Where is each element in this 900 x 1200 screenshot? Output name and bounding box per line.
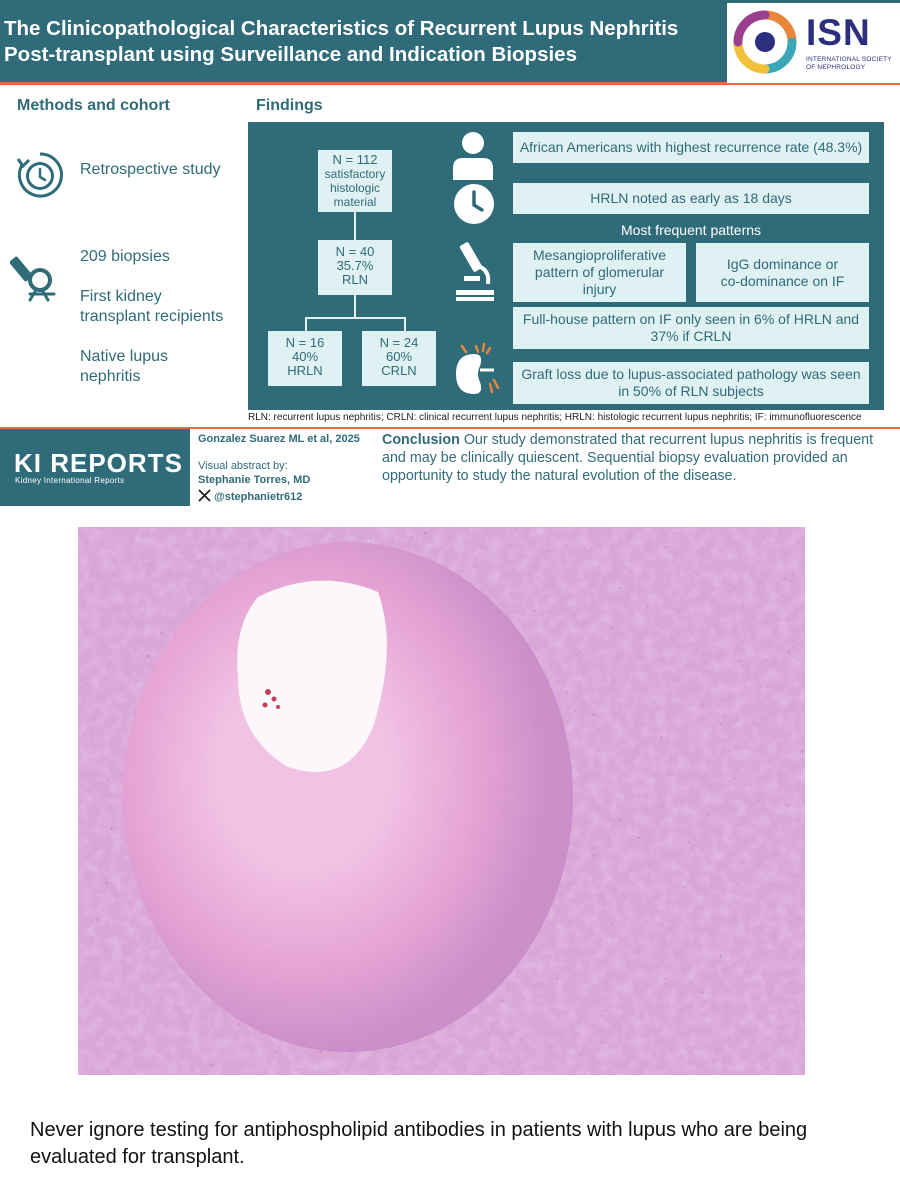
title-line-1: The Clinicopathological Characteristics of Recurrent Lupus Nephritis: [4, 17, 679, 40]
graft-loss-line-1: Graft loss due to lupus-associated pathology was seen: [521, 366, 861, 382]
person-icon: [450, 130, 496, 180]
study-type-text: Retrospective study: [80, 161, 221, 178]
conclusion: [382, 431, 882, 485]
finding-pattern-igg: [696, 243, 869, 302]
flow-rln-n: N = 40: [335, 244, 375, 259]
findings-panel: [248, 122, 884, 410]
isn-logo-text: ISN: [806, 12, 871, 53]
flow-connector: [354, 212, 356, 240]
citation: Gonzalez Suarez ML et al, 2025: [198, 433, 360, 445]
flow-hrln-pct: 40%: [291, 349, 319, 364]
pattern-2-line-1: IgG dominance or: [726, 255, 839, 272]
finding-graft-loss: [513, 362, 869, 404]
flow-crln-label: CRLN: [381, 363, 417, 378]
ki-reports-logo: [0, 429, 190, 506]
retrospective-clock-icon: [15, 150, 65, 200]
ki-reports-subtitle: Kidney International Reports: [15, 476, 125, 485]
author-handle[interactable]: [198, 489, 302, 503]
visual-abstract-label: Visual abstract by:: [198, 460, 288, 472]
flow-connector: [404, 317, 406, 331]
conclusion-label: Conclusion: [382, 432, 460, 448]
native-nephritis-text: [80, 347, 168, 387]
x-logo-icon: [198, 489, 211, 502]
flow-rln-pct: 35.7%: [336, 258, 374, 273]
recipients-line-2: transplant recipients: [80, 308, 224, 325]
methods-heading: Methods and cohort: [17, 97, 170, 114]
header-banner: [0, 0, 900, 85]
pattern-2-line-2: co-dominance on IF: [720, 272, 845, 289]
caption: Never ignore testing for antiphospholipid antibodies in patients with lupus who are being evaluated for transplant.: [30, 1119, 808, 1168]
finding-african-americans: African Americans with highest recurrence rate (48.3%): [513, 132, 869, 163]
conclusion-text: Our study demonstrated that recurrent lupus nephritis is frequent and may be clinically quiescent. Sequential biopsy evaluation provided an opportunity to study the natural evolution of the disease.: [382, 432, 874, 484]
pattern-1-line-1: Mesangioproliferative: [532, 247, 667, 263]
pattern-1-line-2: pattern of glomerular: [534, 264, 665, 280]
flow-hrln-label: HRLN: [287, 363, 323, 378]
graft-loss-line-2: in 50% of RLN subjects: [618, 383, 764, 399]
flow-crln-n: N = 24: [379, 335, 419, 350]
biopsies-text: 209 biopsies: [80, 248, 170, 265]
flow-box-crln: [362, 331, 436, 386]
clock-icon: [452, 182, 496, 226]
flow-crln-pct: 60%: [385, 349, 413, 364]
ki-reports-logo-text: KI REPORTS: [14, 448, 183, 478]
title-line-2: Post-transplant using Surveillance and Indication Biopsies: [4, 43, 577, 66]
finding-pattern-mesangio: [513, 243, 686, 302]
full-house-line-1: Full-house pattern on IF only seen in 6% of HRLN and: [522, 311, 860, 327]
full-house-line-2: 37% if CRLN: [650, 328, 732, 344]
findings-heading: Findings: [256, 97, 323, 114]
flow-total-n: N = 112: [332, 152, 378, 167]
flow-box-hrln: [268, 331, 342, 386]
flow-total-line-3: material: [333, 195, 377, 209]
isn-logo-mark-icon: [732, 9, 798, 75]
page-title: [4, 16, 729, 68]
flow-box-total: [318, 150, 392, 212]
abbreviations: RLN: recurrent lupus nephritis; CRLN: clinical recurrent lupus nephritis; HRLN: histologic recurrent lupus nephritis; IF: immunofluorescence: [248, 412, 862, 423]
native-line-2: nephritis: [80, 368, 141, 385]
flow-connector: [305, 317, 307, 331]
microscope-icon: [450, 240, 500, 302]
recipients-text: [80, 287, 223, 327]
isn-logo-subtitle: INTERNATIONAL SOCIETY OF NEPHROLOGY: [806, 56, 892, 71]
flow-connector: [354, 295, 356, 317]
flow-rln-label: RLN: [341, 272, 368, 287]
native-line-1: Native lupus: [80, 348, 169, 365]
finding-full-house: [513, 307, 869, 349]
kidney-icon: [450, 340, 502, 400]
pattern-1-line-3: injury: [582, 281, 617, 297]
author-handle-text: @stephanietr612: [214, 491, 303, 503]
microscope-icon: [10, 250, 62, 302]
flow-connector: [305, 317, 406, 319]
flow-total-line-2: histologic: [329, 181, 381, 195]
isn-logo: [727, 3, 900, 83]
recipients-line-1: First kidney: [80, 288, 162, 305]
histology-micrograph: [78, 527, 805, 1075]
flow-hrln-n: N = 16: [285, 335, 325, 350]
flow-total-line-1: satisfactory: [324, 167, 386, 181]
patterns-label: Most frequent patterns: [620, 222, 762, 238]
visual-abstract-author: Stephanie Torres, MD: [198, 474, 311, 486]
flow-box-rln: [318, 240, 392, 295]
finding-hrln-early: HRLN noted as early as 18 days: [513, 183, 869, 214]
